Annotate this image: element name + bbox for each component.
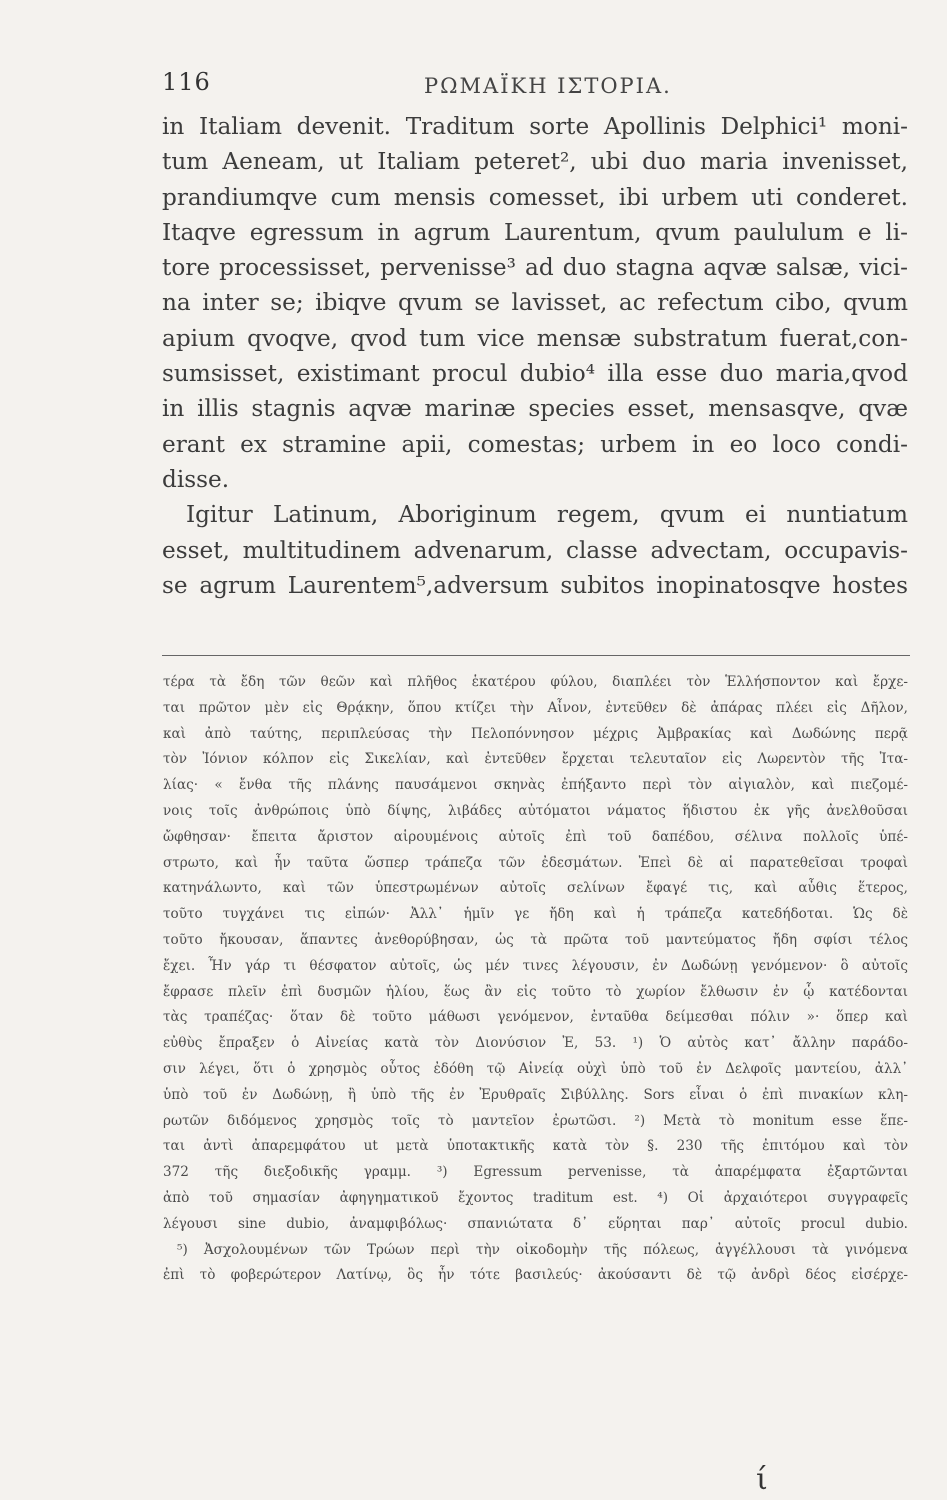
main-line: apium qvoqve, qvod tum vice mensæ substratum fuerat,con- [162,324,908,352]
note-line: στρωτο, καὶ ἦν ταῦτα ὥσπερ τράπεζα τῶν ἐδεσμάτων. Ἐπεὶ δὲ αἱ παρατεθεῖσαι τροφαὶ [163,854,908,871]
note-line: κατηνάλωντο, καὶ τῶν ὑπεστρωμένων αὐτοῖς σελίνων ἔφαγέ τις, καὶ αὖθις ἕτερος, [163,880,908,897]
main-line: in Italiam devenit. Traditum sorte Apollinis Delphici¹ moni- [162,113,908,140]
page-header [162,68,922,108]
main-line: Igitur Latinum, Aboriginum regem, qvum ei nuntiatum [186,501,908,529]
main-line: na inter se; ibiqve qvum se lavisset, ac refectum cibo, qvum [162,289,908,317]
note-line: ἔχει. Ἦν γάρ τι θέσφατον αὐτοῖς, ὡς μέν τινες λέγουσιν, ἐν Δωδώνῃ γενόμενον· ὃ αὐτοῖς [163,957,908,974]
note-line: νοις τοῖς ἀνθρώποις ὑπὸ δίψης, λιβάδες αὐτόματοι νάματος ἥδιστου ἐκ γῆς ἀνελθοῦσαι [163,802,908,819]
note-line: ⁵) Ἀσχολουμένων τῶν Τρώων περὶ τὴν οἰκοδομὴν τῆς πόλεως, ἀγγέλλουσι τὰ γινόμενα [177,1241,908,1258]
note-line: τὰς τραπέζας· ὅταν δὲ τοῦτο μάθωσι γενόμενον, ἐνταῦθα δείμεσθαι πόλιν »· ὅπερ καὶ [163,1009,908,1026]
page-number: 116 [162,68,211,96]
main-line: esset, multitudinem advenarum, classe advectam, occupavis- [162,536,908,564]
note-line: σιν λέγει, ὅτι ὁ χρησμὸς οὗτος ἐδόθη τῷ Αἰνείᾳ οὐχὶ ὑπὸ τοῦ ἐν Δελφοῖς μαντείου, ἀλλ᾽ [163,1060,908,1077]
main-line: se agrum Laurentem⁵,adversum subitos inopinatosqve hostes [162,571,908,599]
main-line: in illis stagnis aqvæ marinæ species esset, mensasqve, qvæ [162,395,908,423]
note-line: ται πρῶτον μὲν εἰς Θρᾴκην, ὅπου κτίζει τὴν Αἶνον, ἐντεῦθεν δὲ ἀπάρας πλέει εἰς Δῆλον, [163,699,908,716]
main-line: disse. [162,465,230,493]
note-line: λέγουσι sine dubio, ἀναμφιβόλως· σπανιώτατα δ᾽ εὕρηται παρ᾽ αὐτοῖς procul dubio. [163,1215,908,1232]
note-line: τοῦτο ἤκουσαν, ἅπαντες ἀνεθορύβησαν, ὡς τὰ πρῶτα τοῦ μαντεύματος ἤδη σφίσι τέλος [163,931,908,948]
signature-mark: ί [756,1462,768,1497]
note-line: ἐπὶ τὸ φοβερώτερον Λατίνῳ, ὃς ἦν τότε βασιλεύς· ἀκούσαντι δὲ τῷ ἀνδρὶ δέος εἰσέρχε- [163,1267,908,1284]
note-line: τέρα τὰ ἔδη τῶν θεῶν καὶ πλῆθος ἑκατέρου φύλου, διαπλέει τὸν Ἑλλήσποντον καὶ ἔρχε- [163,674,908,690]
note-line: ὤφθησαν· ἔπειτα ἄριστον αἱρουμένοις αὐτοῖς ἐπὶ τοῦ δαπέδου, σέλινα πολλοῖς ὑπέ- [163,828,908,845]
main-line: erant ex stramine apii, comestas; urbem in eo loco condi- [162,430,908,458]
footnote-divider [162,655,910,656]
main-line: prandiumqve cum mensis comesset, ibi urbem uti conderet. [162,183,908,211]
main-line: tum Aeneam, ut Italiam peteret², ubi duo maria invenisset, [162,148,908,176]
footnotes [163,670,908,1289]
note-line: λίας· « ἔνθα τῆς πλάνης παυσάμενοι σκηνὰς ἐπήξαντο περὶ τὸν αἰγιαλὸν, καὶ πιεζομέ- [163,777,908,794]
note-line: 372 τῆς διεξοδικῆς γραμμ. ³) Egressum pervenisse, τὰ ἀπαρέμφατα ἐξαρτῶνται [163,1164,908,1181]
note-line: καὶ ἀπὸ ταύτης, περιπλεύσας τὴν Πελοπόννησον μέχρις Ἀμβρακίας καὶ Δωδώνης περᾷ [163,725,908,742]
note-line: ἀπὸ τοῦ σημασίαν ἀφηγηματικοῦ ἔχοντος traditum est. ⁴) Οἱ ἀρχαιότεροι συγγραφεῖς [163,1189,908,1206]
running-title: ΡΩΜΑΪΚΗ ΙΣΤΟΡΙΑ. [424,74,672,98]
note-line: ὑπὸ τοῦ ἐν Δωδώνῃ, ἢ ὑπὸ τῆς ἐν Ἐρυθραῖς Σιβύλλης. Sors εἶναι ὁ ἐπὶ πινακίων κλη- [163,1086,908,1103]
note-line: εὐθὺς ἔπραξεν ὁ Αἰνείας κατὰ τὸν Διονύσιον Ἐ, 53. ¹) Ὁ αὐτὸς κατ᾽ ἄλλην παράδο- [163,1035,908,1052]
note-line: ἔφρασε πλεῖν ἐπὶ δυσμῶν ἡλίου, ἕως ἂν εἰς τοῦτο τὸ χωρίον ἔλθωσιν ἐν ᾧ κατέδονται [163,983,908,1000]
note-line: τὸν Ἰόνιον κόλπον εἰς Σικελίαν, καὶ ἐντεῦθεν ἔρχεται τελευταῖον εἰς Λωρεντὸν τῆς Ἰτα- [163,751,908,768]
note-line: τοῦτο τυγχάνει τις εἰπών· Ἀλλ᾽ ἡμῖν γε ἤδη καὶ ἡ τράπεζα κατεδήδοται. Ὡς δὲ [163,906,908,923]
main-line: sumsisset, existimant procul dubio⁴ illa esse duo maria,qvod [162,360,908,388]
note-line: ρωτῶν διδόμενος χρησμὸς τοῖς τὸ μαντεῖον ἐρωτῶσι. ²) Μετὰ τὸ monitum esse ἕπε- [163,1112,908,1129]
note-line: ται ἀντὶ ἀπαρεμφάτου ut μετὰ ὑποτακτικῆς κατὰ τὸν §. 230 τῆς ἐπιτόμου καὶ τὸν [163,1138,908,1155]
main-line: Itaqve egressum in agrum Laurentum, qvum paululum e li- [162,218,908,246]
main-line: tore processisset, pervenisse³ ad duo stagna aqvæ salsæ, vici- [162,254,908,282]
main-text [162,109,908,603]
